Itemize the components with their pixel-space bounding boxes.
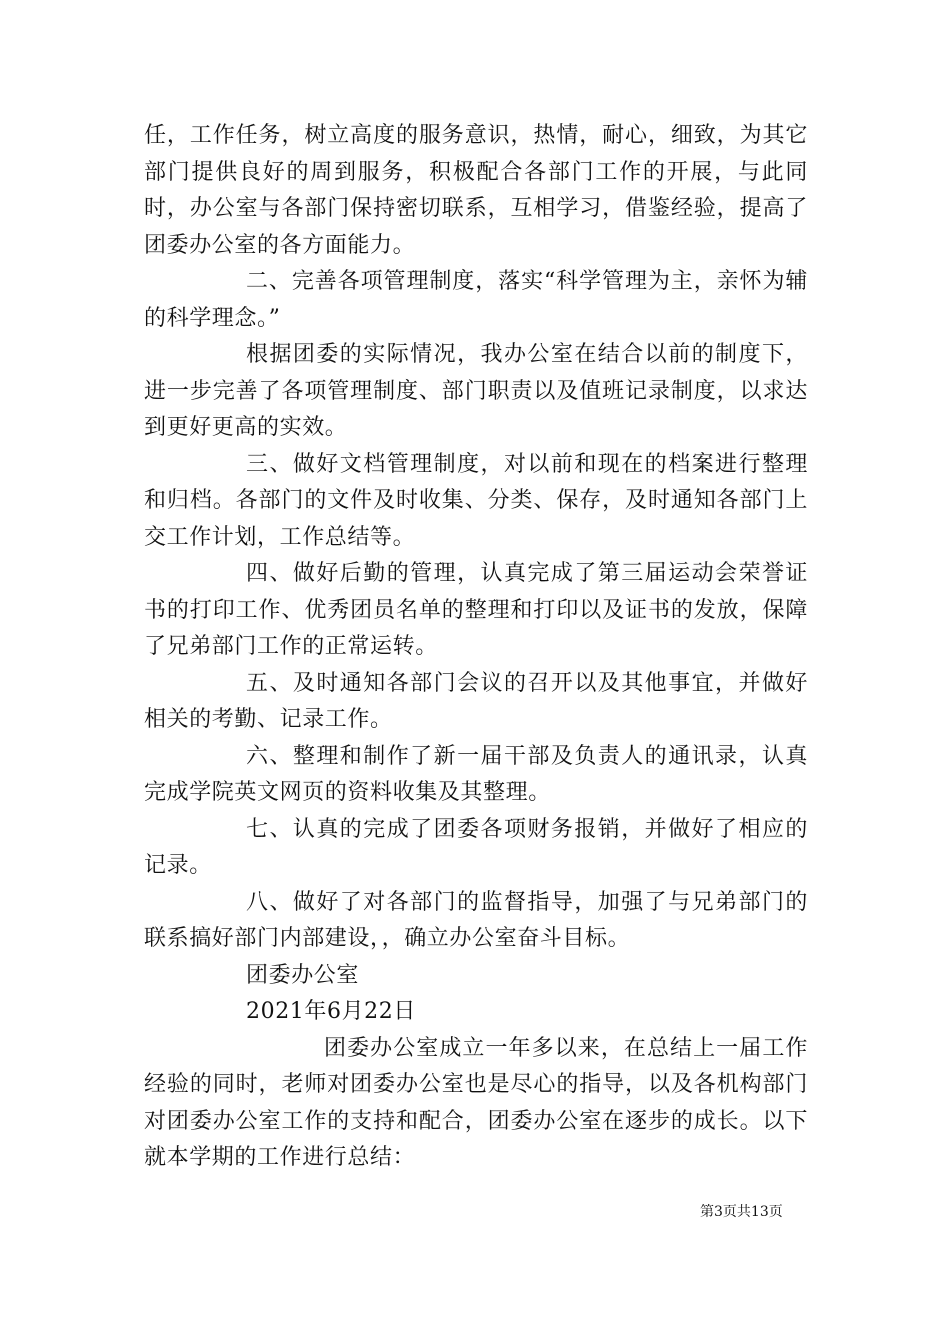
- paragraph-section-7: 七、认真的完成了团委各项财务报销，并做好了相应的记录。: [144, 816, 808, 878]
- paragraph-continuation: 任，工作任务，树立高度的服务意识，热情，耐心，细致，为其它部门提供良好的周到服务，积极配合各部门工作的开展，与此同时，办公室与各部门保持密切联系，互相学习，借鉴经验，提高了团委办公室的各方面能力。: [144, 123, 808, 258]
- paragraph-section-3: 三、做好文档管理制度，对以前和现在的档案进行整理和归档。各部门的文件及时收集、分类、保存，及时通知各部门上交工作计划，工作总结等。: [144, 451, 808, 550]
- page-number: 第3页共13页: [700, 1204, 783, 1220]
- paragraph-section-4: 四、做好后勤的管理，认真完成了第三届运动会荣誉证书的打印工作、优秀团员名单的整理和打印以及证书的发放，保障了兄弟部门工作的正常运转。: [144, 561, 808, 659]
- signature-office: 团委办公室: [246, 962, 360, 988]
- signature-date: 2021年6月22日: [246, 999, 416, 1024]
- paragraph-section-2: 二、完善各项管理制度，落实“科学管理为主，亲怀为辅的科学理念。”: [144, 269, 808, 331]
- paragraph-section-6: 六、整理和制作了新一届干部及负责人的通讯录，认真完成学院英文网页的资料收集及其整理。: [144, 743, 808, 805]
- paragraph-intro-next: 团委办公室成立一年多以来，在总结上一届工作经验的同时，老师对团委办公室也是尽心的指导，以及各机构部门对团委办公室工作的支持和配合，团委办公室在逐步的成长。以下就本学期的工作进行总结：: [144, 1035, 808, 1170]
- paragraph-section-5: 五、及时通知各部门会议的召开以及其他事宜，并做好相关的考勤、记录工作。: [144, 670, 808, 732]
- paragraph-section-8: 八、做好了对各部门的监督指导，加强了与兄弟部门的联系搞好部门内部建设，，确立办公室奋斗目标。: [144, 889, 808, 951]
- paragraph-section-2-detail: 根据团委的实际情况，我办公室在结合以前的制度下，进一步完善了各项管理制度、部门职责以及值班记录制度，以求达到更好更高的实效。: [144, 342, 808, 440]
- document-body: [144, 118, 808, 1177]
